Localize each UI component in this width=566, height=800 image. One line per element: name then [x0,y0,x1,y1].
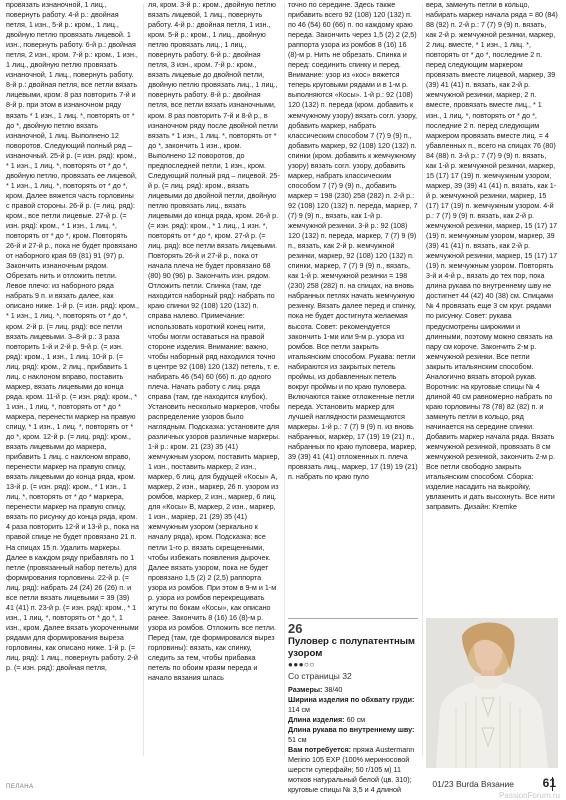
footer-mark: ПЕЛАНА [6,784,34,790]
spec-item [288,685,418,695]
difficulty-dot-filled: ● [298,660,305,669]
text-column-3 [288,0,418,616]
spec-label: Вам потребуется: [288,745,352,755]
spec-label: Размеры: [288,685,323,694]
pattern-title: Пуловер с полупатентным узором [288,636,416,659]
difficulty-dot-filled: ● [293,660,299,669]
difficulty-dot-empty: ○ [309,660,315,669]
column-divider [284,4,285,756]
spec-item [288,715,418,725]
section-rule [288,618,418,619]
difficulty-dot-filled: ● [288,660,294,669]
page-footer [0,764,566,800]
spec-label: Ширина изделия по обхвату груди: [288,695,415,705]
spec-value: пряжа Austermann Merino 105 EXP (100% мериносовой шерсти суперфайн; 50 г/105 м) 11 мотков натуральный белой (цв. 310); круговые спицы № 3,5 и 4 длиной [288,745,415,795]
spec-value: 114 см [288,705,310,715]
issue-label: 01/23 Burda Вязание [432,779,514,789]
spec-value: 38/40 [322,685,343,694]
spec-value: 60 см [344,715,366,725]
spec-item [288,725,418,745]
difficulty-dot-empty: ○ [304,660,310,669]
text-column-2 [148,0,280,764]
difficulty-rating [288,659,418,670]
watermark: PassionForum.ru [499,791,560,800]
column-text: вера, замкнуть петли в кольцо, набирать маркер начала ряда = 80 (84) 88 (92) п. 2-й р.: 7 (7) 9 (9) п. вязать, как 2-й р. жемчужной резинки, маркер, 2 лиц. вместе, * 1 изн., 1 лиц. *, повторять от * до *, последние 2 п. перед следующим маркером провязать вместе лицевой, маркер, 39 (39) 41 (41) п. вязать, как 2-й р. жемчужной резинки, маркер, 2 п. вместе, провязать вместе лиц., * 1 изн., 1 лиц. *, повторять от * до *, последние 2 п. перед следующим маркером провязать вместе лиц. = 4 убавленных п., всего на спицах 76 (80) 84 (88) п. 3-й р.: 7 (7) 9 (9) п. вязать, как 1-й р. жемчужной резинки, маркер, 15 (17) 17 (19) п. жемчужным узором, маркер, 39 (39) 41 (41) п. вязать, как 1-й р. жемчужной резинки, маркер, 15 (17) 17 (19) п. жемчужным узором. 4-й р.: 7 (7) 9 (9) п. вязать, как 2-й р. жемчужной резинки, маркер, 15 (17) 17 (19) п. жемчужным узором, маркер, 39 (39) 41 (41) п. вязать, как 2-й р. жемчужной резинки, маркер, 15 (17) 17 (19) п. жемчужным узором. Повторять 3-й и 4-й р., вязать до тех пор, пока длина рукава по внутреннему шву не достигнет 44 (42) 40 (38) см. Спицами № 4 провязать еще 3 см круг. рядами по рисунку. Совет: рукава предусмотрены широкими и длинными, поэтому можно связать на пару см короче. Закончить 2-м р. жемчужной резинки. Все петли закрыть итальянским способом. Аналогично вязать второй рукав. Воротник: на круговые спицы № 4 длиной 40 см равномерно набрать по краю горловины 78 (78) 82 (82) п. и замкнуть петли в кольцо, ряд начинается на середине спинки. Добавить маркер начала ряда. Вязать жемчужной резинкой, провязать 8 см жемчужной резинкой, закончить 2-м р. Все петли свободно закрыть итальянским способом. Сборка: изделие насадить на выкройку, увлажнить и дать высохнуть. Все нити заправить. Дизайн: Kremke [426,0,558,512]
spec-value: 51 см [288,735,307,745]
pattern-number: 26 [288,621,303,636]
page-number: 61 [542,776,556,790]
text-column-4 [426,0,558,616]
text-column-1 [6,0,139,764]
column-divider [422,4,423,756]
source-page-ref: Со страницы 32 [288,671,352,681]
column-text: провязать изнаночной, 1 лиц., повернуть работу. 4-й р.: двойная петля, 1 изн., 5-й р.: кром., 1 лиц., двойную петлю провязать лицевой. 1 изн., повернуть работу. 6-й р.: двойная петля, 2 изн., кром. 7-й р.: кром., 1 изн., 1 лиц., двойную петлю провязать изнаночной, 1 лиц., повернуть работу. 8-й р.: двойная петля, все петли вязать лицевыми, кром. 8 раз повторить 7-й и 8-й р. при этом в изнаночном ряду вязать * 1 изн., 1 лиц. *, повторять от * до *, двойную петлю вязать изнаночной, 1 лиц. Выполнено 12 поворотов. Следующий полный ряд – изнаночный. 25-й р. (= изн. ряд): кром., * 1 изн., 1 лиц. *, повторять от * до *, двойную петлю, провязать ее лицевой, * 1 изн., 1 лиц. *, повторять от * до *, кром. Далее вяжется часть горловины с правой стороны. 26-й р. (= лиц. ряд): кром., все петли лицевые. 27-й р. (= изн. ряд): кром., * 1 изн., 1 лиц. *, повторять от * до *, кром. Повторять 26-й и 27-й р., пока не будет провязано от наборного края 69 (81) 91 (97) р. Закончить изнаночным рядом. Обрезать нить и отложить петли. Левое плечо: из наборного ряда набрать 9 п. и вязать далее, как описано ниже. 1-й р. (= изн. ряд): кром., * 1 изн., 1 лиц. *, повторять от * до *, кром. 2-й р. (= лиц. ряд): все петли вязать лицевыми. 3–8-й р.: 3 раза повторить 1-й и 2-й р. 9-й р. (= изн. ряд): кром., 1 изн., 1 лиц. 10-й р. (= лиц. ряд): кром., 2 лиц., прибавить 1 лиц. с наклоном вправо, поставить маркер, вязать лицевыми до конца ряда. кром. 11-й р. (= изн. ряд): кром., * 1 изн., 1 лиц. *, повторять от * до * маркера, перенести маркер на правую спицу, * 1 изн., 1 лиц. *, повторять от * до *, кром. 12-й р. (= лиц. ряд): кром., вязать лицевыми до маркера, прибавить 1 лиц. с наклоном вправо, перенести маркер на правую спицу, вязать лицевыми до конца ряда, кром. 13-й р. (= изн. ряд): кром., * 1 изн., 1 лиц. *, повторять от * до * маркера, перенести маркер на правую спицу, вязать по рисунку до конца ряда, кром. 4 раза повторить 12-й и 13-й р., пока на правой спице не будет провязано 21 п. На спицах 15 п. Удалить маркеры. Далее в каждом ряду прибавлять по 1 петле (провязанный набор петель) для формирования горловины. 22-й р. (= лиц. ряд): набрать 24 (24) 26 (26) п. и все петли вязать лицевыми = 39 (39) 41 (41) п. 23-й р. (= изн. ряд): кром., * 1 изн., 1 лиц. *, повторять от * до *, 1 изн., кром. Далее вязать укороченными рядами для формирования выреза горловины, как описано ниже. 1-й р. (= лиц. ряд): 1 лиц., повернуть работу. 2-й р. (= изн. ряд): двойная петля, [6,0,139,673]
model-photo-illustration [426,618,558,768]
column-text: ля, кром. 3-й р.: кром., двойную петлю вязать лицевой, 1 лиц., повернуть работу. 4-й р.: двойная петля, 1 изн., кром. 5-й р.: кром., 1 лиц., двойную петлю провязать лиц., 1 лиц., повернуть работу. 6-й р.: двойная петля, 3 изн., кром. 7-й р.: кром., вязать лицевые до двойной петли, двойную петлю провязать лиц., 1 лиц., повернуть работу. 8-й р.: двойная петля, все петли вязать изнаночными, кром. 8 раз повторить 7-й и 8-й р., в изнаночном ряду после двойной петли вязать * 1 изн., 1 лиц. *, повторять от * до *, закончить 1 изн., кром. Выполнено 12 поворотов, до предпоследней петли, 1 изн., кром. Следующий полный ряд – лицевой. 25-й р. (= лиц. ряд): кром., вязать лицевыми до двойной петли, двойную петлю провязать лиц., вязать лицевыми до конца ряда, кром. 26-й р. (= изн. ряд): кром., * 1 лиц., 1 изн. *, повторять от * до *, кром. 27-й р. (= лиц. ряд): все петли вязать лицевыми. Повторять 26-й и 27-й р., пока от начала плеча не будет провязано 68 (80) 90 (96) р. Закончить изн. рядом. Отложить петли. Спинка (там, где находится наборный ряд): набрать по краю спинки 92 (108) 120 (132) п. справа налево. Примечание: использовать короткий конец нити, чтобы могли оставаться на правой стороне изделия. Внимание: важно, чтобы наборный ряд находился точно в центре 92 (108) 120 (132) петель, т. е. набирать 46 (54) 60 (66) п. до одного плеча. Начать работу с лиц. ряда справа (там, где находится клубок). Установить несколько маркеров, чтобы распределение узоров было наглядным. Подсказка: установите для различных узоров различные маркеры. 1-й р.: кром. 21 (23) 35 (41) жемчужным узором, поставить маркер, 1 изн., поставить маркер, 2 изн., маркер, 6 лиц. для будущей «Косы» A, маркер, 2 изн., маркер, 26 п. узором из ромбов, маркер, 2 изн., маркер, 6 лиц. для «Косы» B, маркер, 2 изн., маркер, 1 изн., маркер, 21 (29) 35 (41) жемчужным узором (зеркально к началу ряда), кром. Подсказка: все петли 1-го р. вязать скрещенными, чтобы избежать появления дырочек. Далее вязать узором, пока не будет провязано 1,5 (2) 2 (2,5) раппорта узора из ромбов. При этом в 9-м и 1-м р. узора из ромбов перекрещивать жгуты по бокам «Косы», как описано ранее. Закончить 8 (16) 16 (8)-м р. узора из ромбов. Отложить все петли. Перед (там, где формировался вырез горловины): вязать, как спинку, следить за тем, чтобы прибавка петель по обоим краям переда и начало вязания шлась [148,0,280,683]
column-text: точно по середине. Здесь также прибавить всего 92 (108) 120 (132) п. по 46 (54) 60 (66) п. по каждому краю переда. Закончить через 1,5 (2) 2 (2,5) раппорта узора из ромбов 8 (16) 16 (8)-м р. Нить не обрезать. Спинка и перед: соединить спинку и перед. Внимание: узор из «кос» вяжется теперь круговыми рядами и в 1-м р. выполняются «Косы». 1-й р.: 92 (108) 120 (132) п. переда (кром. добавить к жемчужному узору) вязать согл. узору, добавить маркер, набрать классическим способом 7 (7) 9 (9) п., добавить маркер, 92 (108) 120 (132) п. спинки (кром. добавить к жемчужному узору) вязать согл. узору, добавить маркер, набрать классическим способом 7 (7) 9 (9) п., добавить маркер = 198 (230) 258 (282) п. 2-й р.: 92 (108) 120 (132) п. переда, маркер, 7 (7) 9 (9) п., вязать, как 1-й р. жемчужной резинки. 3-й р.: 92 (108) 120 (132) п. переда, маркер, 7 (7) 9 (9) п., вязать, как 2-й р. жемчужной резинки, маркер, 92 (108) 120 (132) п. спинки, маркер, 7 (7) 9 (9) п., вязать, как 1-й р. жемчужной резинки = 198 (230) 258 (282) п. на спицах, на вновь набранных петлях начать жемчужную резинку. Вязать далее перед и спинку, пока не будет достигнута желаемая высота. Совет: рекомендуется закончить 1-ми или 9-м р. узора из ромбов. Все петли закрыть итальянским способом. Рукава: петли набираются из закрытых петель проймы, из добавленных петель вокруг проймы и по краю пуловера. Включаются также отложенные петли переда. Установить маркер для лучшей наглядности размещаются маркеры. 1-й р.: 7 (7) 9 (9) п. из вновь набранных, маркер, 17 (19) 19 (21) п., набранных по краю пуловера, маркер, 39 (39) 41 (41) отложенных п. плеча провязать лиц., маркер, 17 (19) 19 (21) п. набрать по краю пуло [288,0,418,482]
spec-label: Длина изделия: [288,715,345,725]
spec-item [288,695,418,715]
model-photo [426,618,558,768]
spec-label: Длина рукава по внутреннему шву: [288,725,415,735]
column-divider [143,4,144,756]
